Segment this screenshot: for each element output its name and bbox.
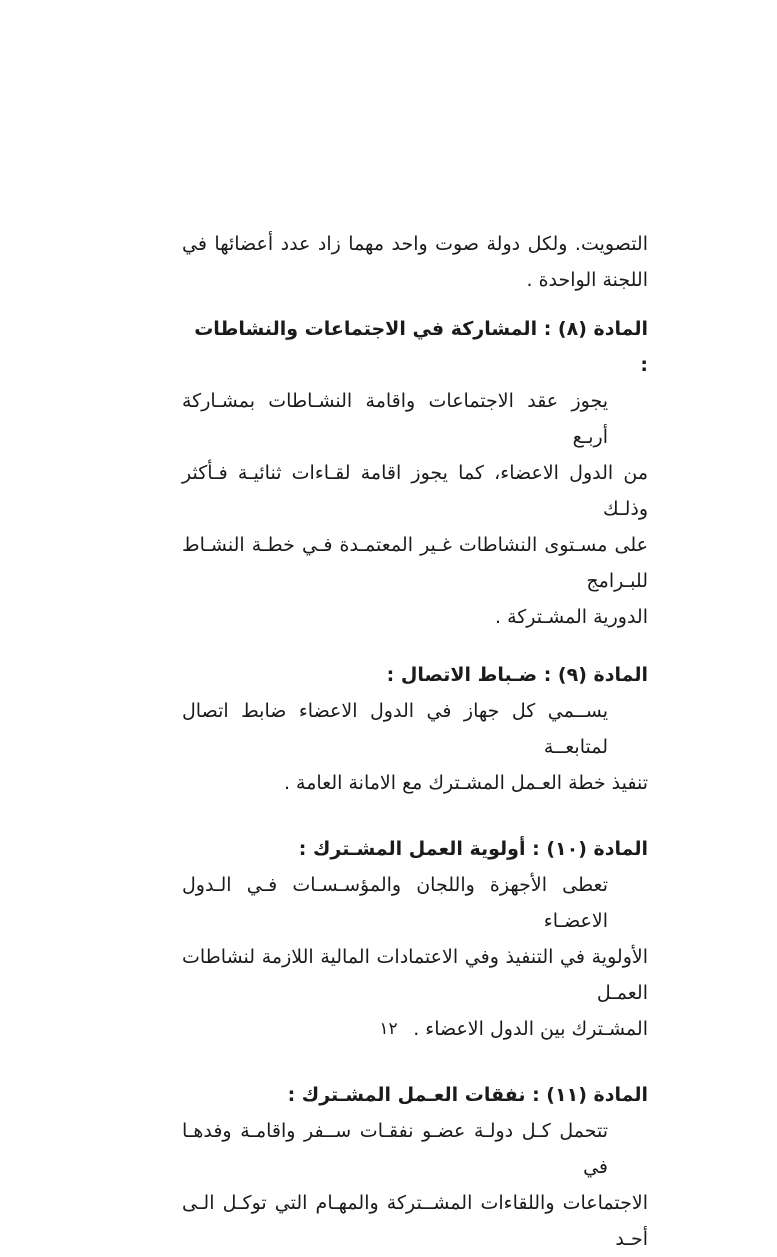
article-10-heading: المادة (١٠) : أولوية العمل المشـترك : [298,838,648,860]
text-line: الدورية المشـتركة . [494,606,648,628]
text-line: على مسـتوى النشاطات غـير المعتمـدة فـي خطـة النشـاط للبـرامج [182,534,648,592]
article-8-paragraph [182,383,648,635]
article-11-paragraph [182,1113,648,1257]
text-line: المشـترك بين الدول الاعضاء . [413,1018,648,1040]
text-line: اللجنة الواحدة . [526,269,648,291]
text-line: تعطى الأجهزة واللجان والمؤسـسـات فـي الـدول الاعضـاء [182,874,608,932]
page-number: ١٢ [379,1019,398,1039]
article-9-heading: المادة (٩) : ضـباط الاتصال : [386,664,648,686]
text-line: الاجتماعات واللقاءات المشــتركة والمهـام التي توكـل الـى أحـد [182,1192,648,1250]
text-line: تنفيذ خطة العـمل المشـترك مع الامانة العامة . [283,772,648,794]
text-line: من الدول الاعضاء، كما يجوز اقامة لقـاءات ثنائيـة فـأكثر وذلـك [182,462,648,520]
text-line: التصويت. ولكل دولة صوت واحد مهما زاد عدد أعضائها في [182,233,648,255]
continuation-paragraph [182,226,648,298]
text-line: الأولوية في التنفيذ وفي الاعتمادات المالية اللازمة لنشاطات العمـل [182,946,648,1004]
text-line: تتحمل كـل دولـة عضـو نفقـات ســفر واقامـة وفدهـا في [182,1120,608,1178]
text-line: يجوز عقد الاجتماعات واقامة النشـاطات بمشـاركة أربـع [182,390,608,448]
text-line: يســمي كل جهاز في الدول الاعضاء ضابط اتصال لمتابعــة [182,700,608,758]
article-11-heading: المادة (١١) : نفقات العـمل المشـترك : [287,1084,648,1106]
article-8-heading: المادة (٨) : المشاركة في الاجتماعات والنشاطات : [194,318,648,376]
article-9-paragraph [182,693,648,801]
document-text-block [182,226,648,1257]
